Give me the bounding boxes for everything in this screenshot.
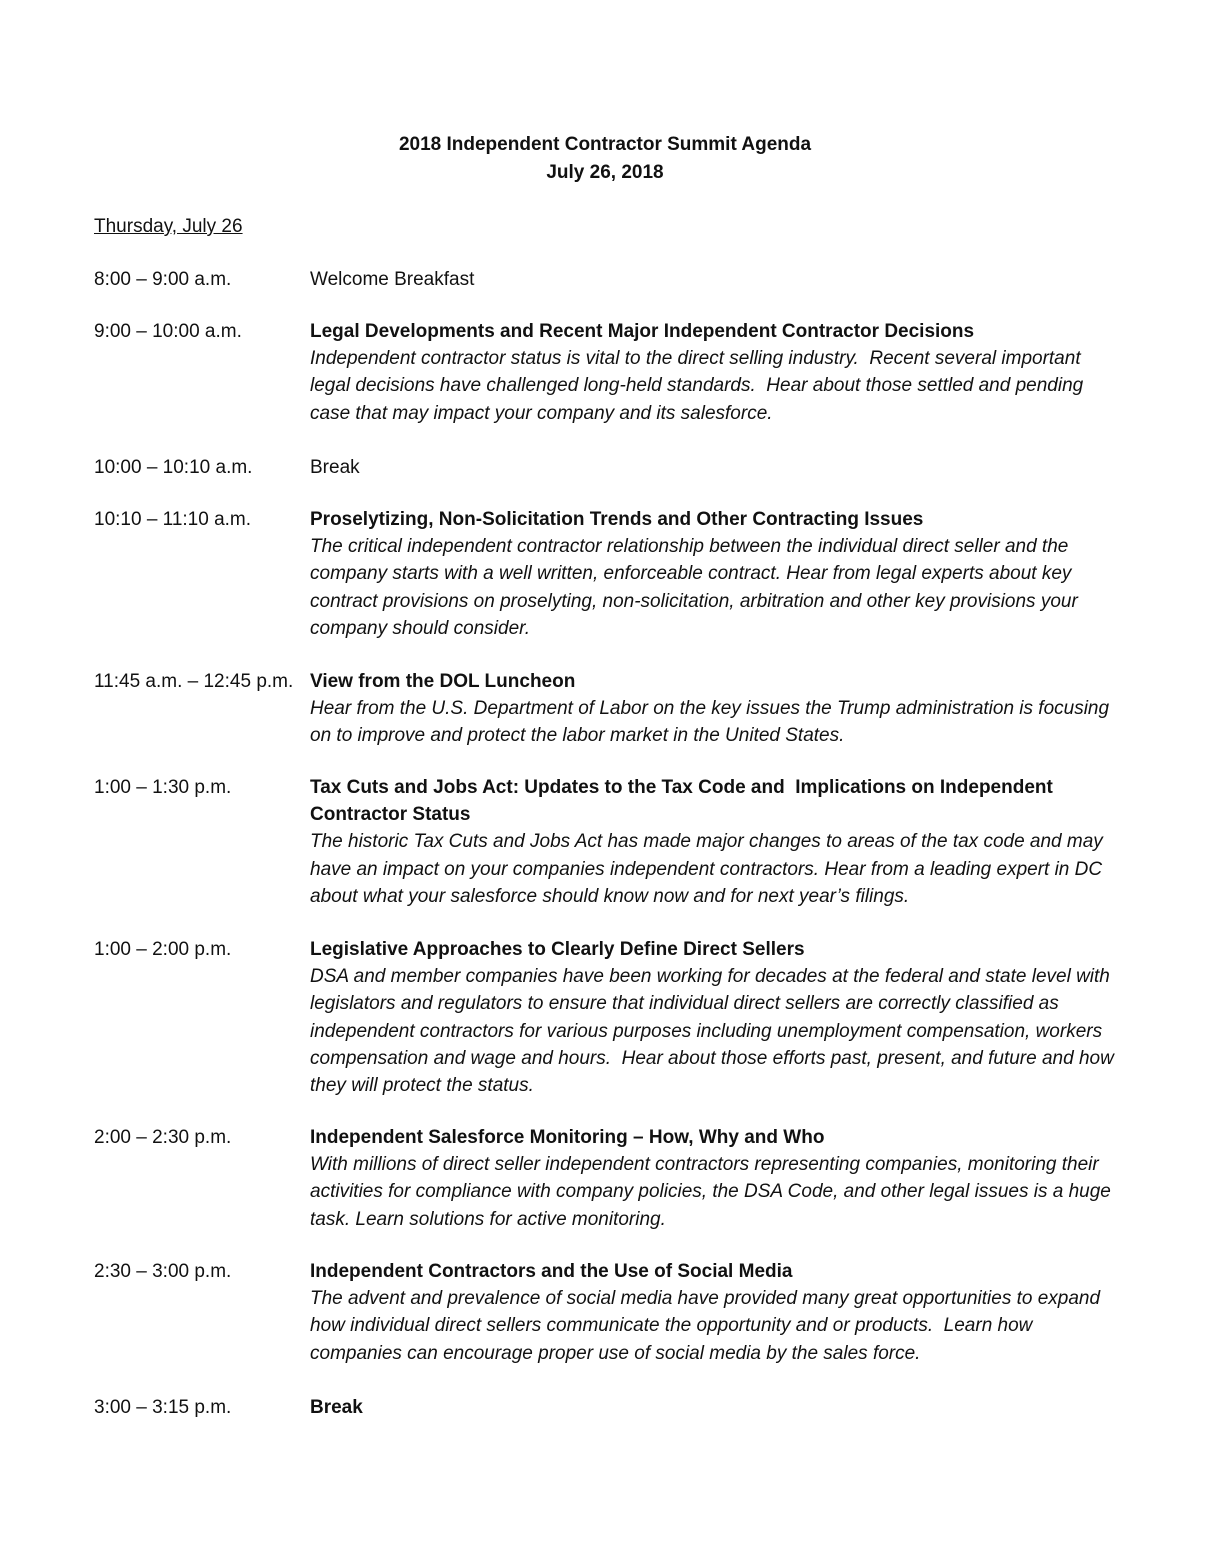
agenda-title: Legal Developments and Recent Major Independent Contractor Decisions (310, 321, 975, 342)
agenda-item-proselytizing (94, 506, 1124, 642)
agenda-title: Break (310, 457, 360, 478)
agenda-title: View from the DOL Luncheon (310, 671, 576, 692)
agenda-time: 11:45 a.m. – 12:45 p.m. (94, 671, 294, 692)
agenda-title: Break (310, 1397, 363, 1418)
agenda-title: Tax Cuts and Jobs Act: Updates to the Tax Code and Implications on Independent Contractor Status (310, 777, 1059, 826)
agenda-description: The critical independent contractor relationship between the individual direct seller and the company starts with a well written, enforceable contract. Hear from legal experts about key contract provisions on proselyting, non-solicitation, arbitration and other key provisions your company should consider. (310, 536, 1084, 639)
agenda-content (310, 1258, 1114, 1367)
agenda-time: 10:10 – 11:10 a.m. (94, 509, 252, 530)
agenda-content (310, 266, 1114, 293)
agenda-content (310, 454, 1114, 481)
agenda-time: 2:00 – 2:30 p.m. (94, 1127, 232, 1148)
agenda-description: DSA and member companies have been working for decades at the federal and state level with legislators and regulators to ensure that individual direct sellers are correctly classified as independent contractors for various purposes including unemployment compensation, workers compensation and wage and hours. Hear about those efforts past, present, and future and how they will protect the status. (310, 966, 1120, 1097)
agenda-description: The historic Tax Cuts and Jobs Act has made major changes to areas of the tax code and may have an impact on your companies independent contractors. Hear from a leading expert in DC about what your salesforce should know now and for next year’s filings. (310, 831, 1109, 907)
agenda-content (310, 318, 1114, 427)
agenda-item-welcome-breakfast (94, 266, 1124, 293)
agenda-title: Independent Salesforce Monitoring – How, Why and Who (310, 1127, 825, 1148)
agenda-time: 3:00 – 3:15 p.m. (94, 1397, 232, 1418)
agenda-description: Hear from the U.S. Department of Labor on the key issues the Trump administration is focusing on to improve and protect the labor market in the United States. (310, 698, 1115, 747)
agenda-item-salesforce-monitoring (94, 1124, 1124, 1233)
agenda-content (310, 506, 1114, 642)
agenda-title: Proselytizing, Non-Solicitation Trends and Other Contracting Issues (310, 509, 924, 530)
agenda-item-legislative-approaches (94, 936, 1124, 1099)
agenda-description: The advent and prevalence of social media have provided many great opportunities to expand how individual direct sellers communicate the opportunity and or products. Learn how companies can encourage proper use of social media by the sales force. (310, 1288, 1106, 1364)
agenda-item-legal-developments (94, 318, 1124, 427)
agenda-content (310, 668, 1114, 750)
agenda-content (310, 774, 1114, 910)
day-heading: Thursday, July 26 (94, 216, 243, 237)
agenda-item-break-morning (94, 454, 1124, 481)
agenda-time: 1:00 – 2:00 p.m. (94, 939, 232, 960)
agenda-time: 1:00 – 1:30 p.m. (94, 777, 232, 798)
agenda-item-dol-luncheon (94, 668, 1124, 750)
agenda-description: Independent contractor status is vital to the direct selling industry. Recent several important legal decisions have challenged long-held standards. Hear about those settled and pending case that may impact your company and its salesforce. (310, 348, 1089, 424)
document-date: July 26, 2018 (546, 161, 664, 183)
agenda-time: 2:30 – 3:00 p.m. (94, 1261, 232, 1282)
agenda-time: 10:00 – 10:10 a.m. (94, 457, 253, 478)
agenda-title: Independent Contractors and the Use of Social Media (310, 1261, 793, 1282)
agenda-title: Legislative Approaches to Clearly Define Direct Sellers (310, 939, 805, 960)
agenda-description: With millions of direct seller independent contractors representing companies, monitoring their activities for compliance with company policies, the DSA Code, and other legal issues is a huge task. Learn solutions for active monitoring. (310, 1154, 1117, 1230)
agenda-item-tax-cuts (94, 774, 1124, 910)
agenda-title: Welcome Breakfast (310, 269, 475, 290)
agenda-content (310, 1394, 1114, 1421)
document-title: 2018 Independent Contractor Summit Agenda (398, 134, 812, 155)
agenda-time: 8:00 – 9:00 a.m. (94, 269, 232, 290)
agenda-time: 9:00 – 10:00 a.m. (94, 321, 242, 342)
document-header (0, 131, 1210, 186)
agenda-item-break-afternoon (94, 1394, 1124, 1421)
agenda-content (310, 1124, 1117, 1233)
agenda-content (310, 936, 1120, 1099)
agenda-item-social-media (94, 1258, 1124, 1367)
